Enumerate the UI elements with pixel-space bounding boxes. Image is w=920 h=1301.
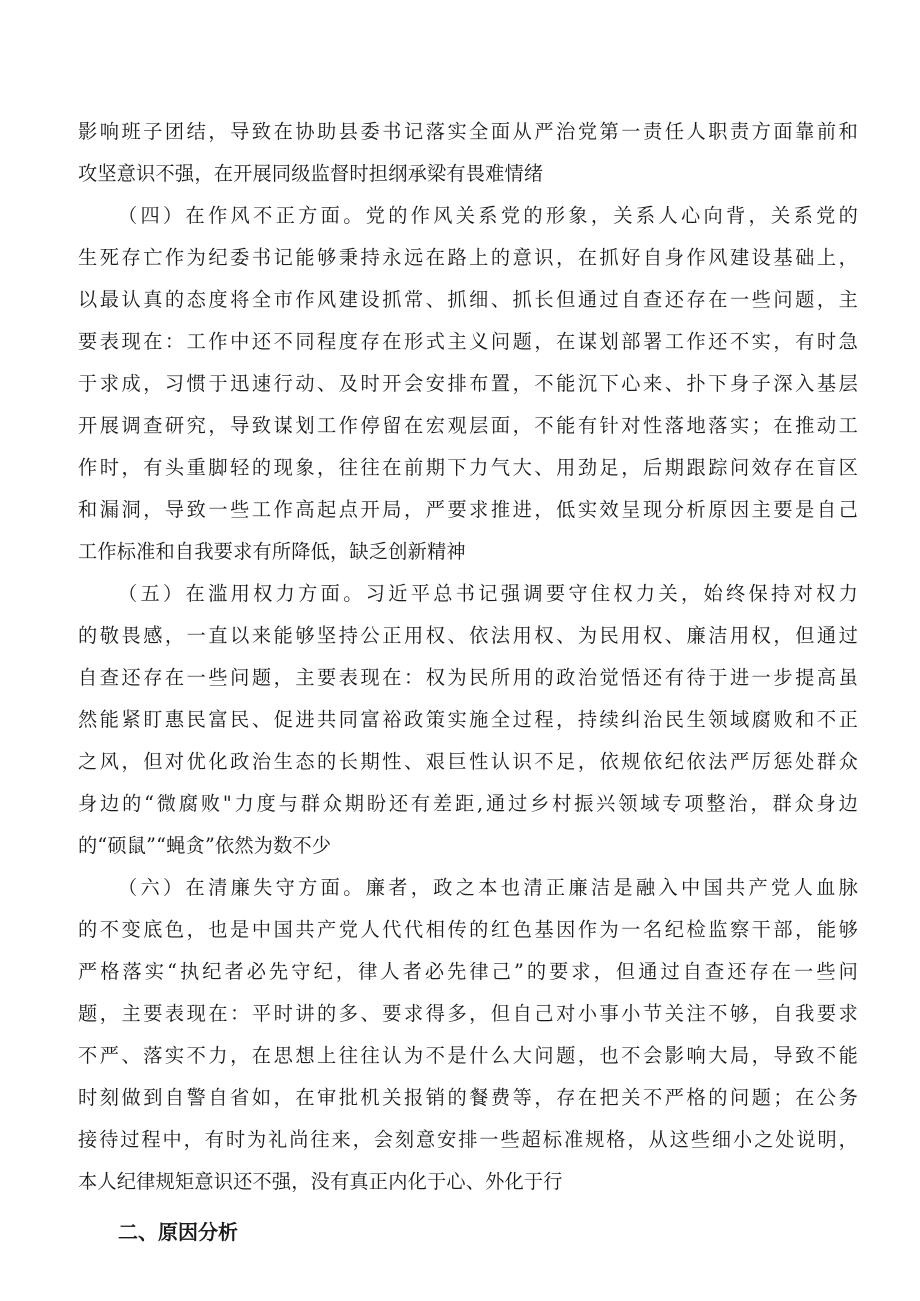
paragraph-line: 时刻做到自警自省如，在审批机关报销的餐费等，存在把关不严格的问题；在公务 — [78, 1086, 858, 1109]
paragraph-line: 于求成，习惯于迅速行动、及时开会安排布置，不能沉下心来、扑下身子深入基层 — [78, 372, 858, 395]
paragraph-line: 的敬畏感，一直以来能够坚持公正用权、依法用权、为民用权、廉洁用权，但通过 — [78, 624, 858, 647]
paragraph-line: 要表现在：工作中还不同程度存在形式主义问题，在谋划部署工作还不实，有时急 — [78, 330, 858, 353]
paragraph-line: 身边的“微腐败"力度与群众期盼还有差距,通过乡村振兴领域专项整治，群众身边 — [78, 792, 858, 815]
paragraph-line: 和漏洞，导致一些工作高起点开局，严要求推进，低实效呈现分析原因主要是自己 — [78, 498, 858, 521]
paragraph-line: 不严、落实不力，在思想上往往认为不是什么大问题，也不会影响大局，导致不能 — [78, 1044, 858, 1067]
paragraph-line: （四）在作风不正方面。党的作风关系党的形象，关系人心向背，关系党的 — [118, 204, 858, 227]
paragraph-line: 工作标准和自我要求有所降低，缺乏创新精神 — [78, 540, 466, 563]
paragraph-line: 生死存亡作为纪委书记能够秉持永远在路上的意识，在抓好自身作风建设基础上， — [78, 246, 858, 269]
paragraph-line: 以最认真的态度将全市作风建设抓常、抓细、抓长但通过自查还存在一些问题，主 — [78, 288, 858, 311]
paragraph-line: 然能紧盯惠民富民、促进共同富裕政策实施全过程，持续纠治民生领域腐败和不正 — [78, 708, 858, 731]
paragraph-line: 严格落实“执纪者必先守纪，律人者必先律己”的要求，但通过自查还存在一些问 — [78, 960, 858, 983]
paragraph-line: 攻坚意识不强，在开展同级监督时担纲承梁有畏难情绪 — [78, 162, 544, 185]
paragraph-line: 的“硕鼠”“蝇贪”依然为数不少 — [78, 834, 332, 857]
section-heading: 二、原因分析 — [118, 1220, 238, 1244]
paragraph-line: 题，主要表现在：平时讲的多、要求得多，但自己对小事小节关注不够，自我要求 — [78, 1002, 858, 1025]
paragraph-line: 本人纪律规矩意识还不强，没有真正内化于心、外化于行 — [78, 1170, 563, 1193]
paragraph-line: 接待过程中，有时为礼尚往来，会刻意安排一些超标准规格，从这些细小之处说明， — [78, 1128, 858, 1151]
paragraph-line: （五）在滥用权力方面。习近平总书记强调要守住权力关，始终保持对权力 — [118, 582, 858, 605]
paragraph-line: 之风，但对优化政治生态的长期性、艰巨性认识不足，依规依纪依法严厉惩处群众 — [78, 750, 858, 773]
paragraph-line: 自查还存在一些问题，主要表现在：权为民所用的政治觉悟还有待于进一步提高虽 — [78, 666, 858, 689]
paragraph-line: 作时，有头重脚轻的现象，往往在前期下力气大、用劲足，后期跟踪问效存在盲区 — [78, 456, 858, 479]
paragraph-line: 开展调查研究，导致谋划工作停留在宏观层面，不能有针对性落地落实；在推动工 — [78, 414, 858, 437]
paragraph-line: 的不变底色，也是中国共产党人代代相传的红色基因作为一名纪检监察干部，能够 — [78, 918, 858, 941]
paragraph-line: （六）在清廉失守方面。廉者，政之本也清正廉洁是融入中国共产党人血脉 — [118, 876, 858, 899]
paragraph-line: 影响班子团结，导致在协助县委书记落实全面从严治党第一责任人职责方面靠前和 — [78, 120, 858, 143]
